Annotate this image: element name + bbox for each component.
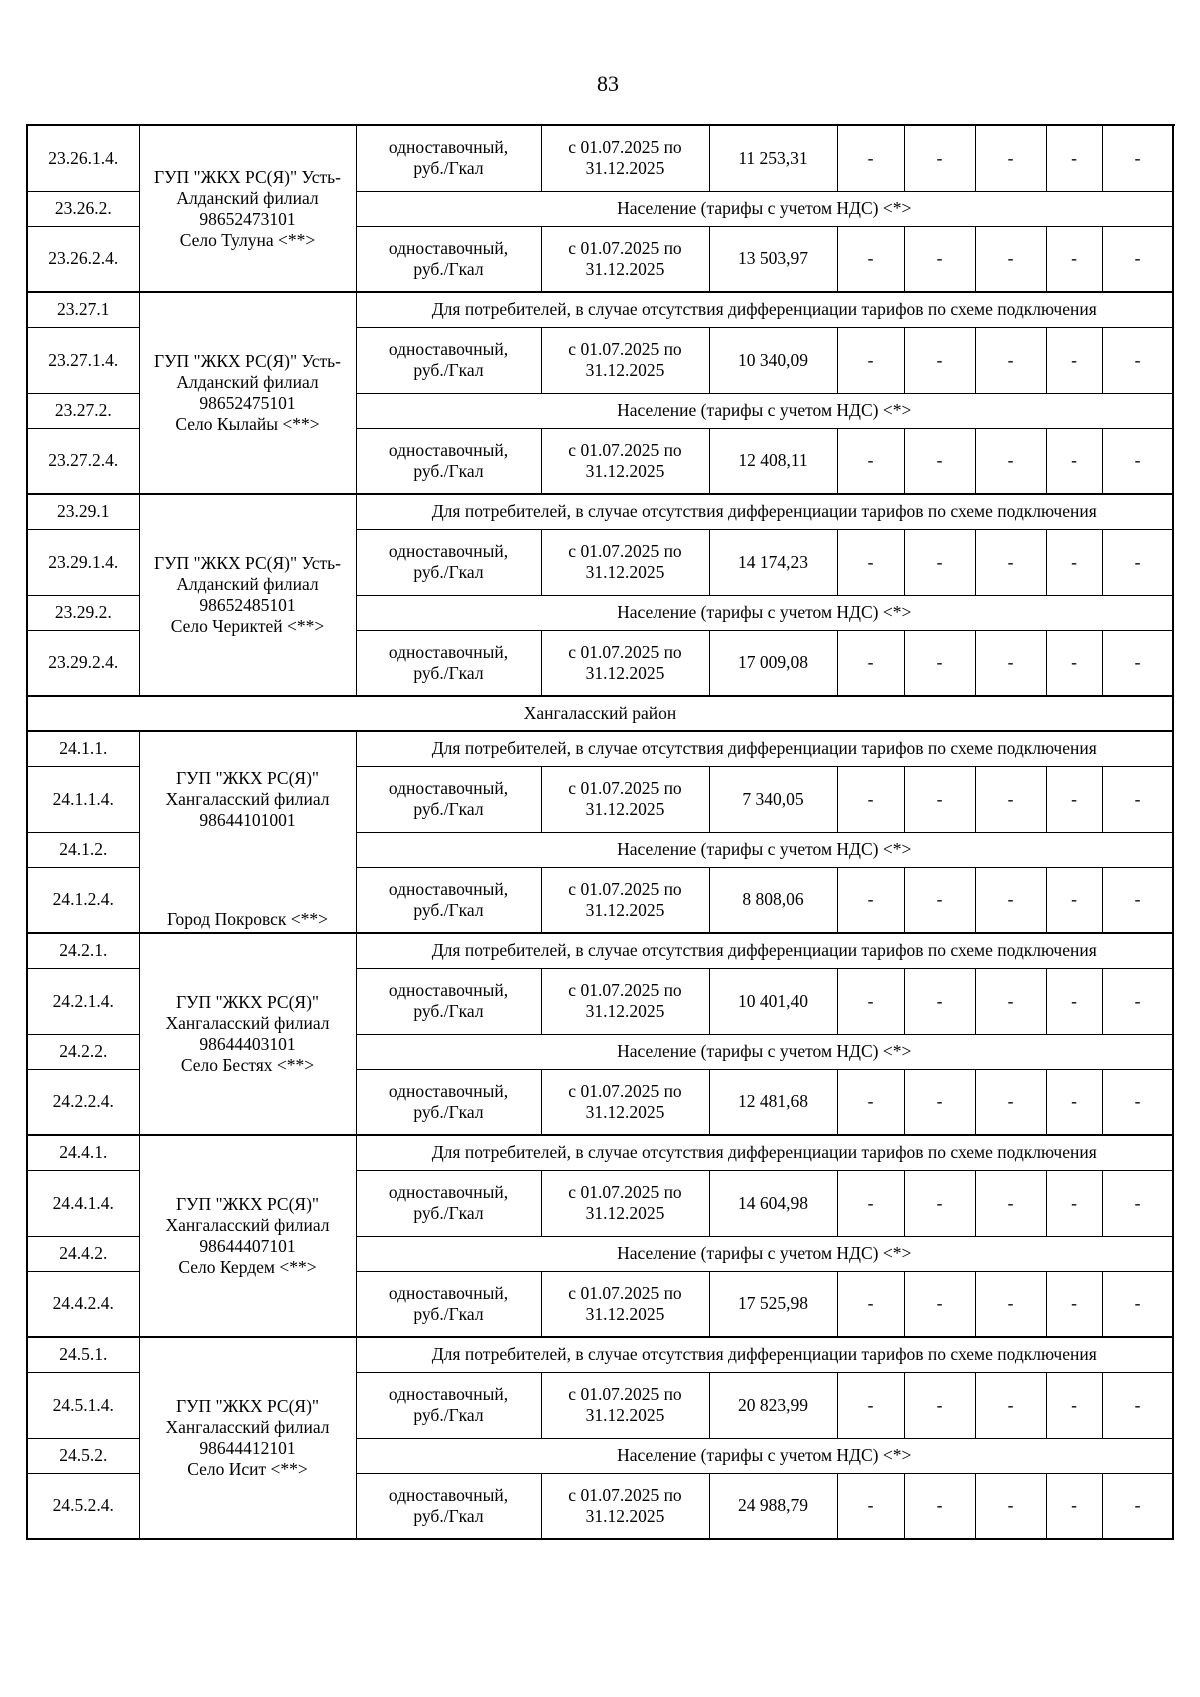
tariff-value: 12 481,68	[709, 1069, 837, 1135]
row-code: 23.27.1	[27, 292, 139, 327]
tariff-type-line: руб./Гкал	[413, 158, 484, 179]
empty-value-cell: -	[904, 1372, 975, 1438]
subheader-row	[27, 494, 1173, 529]
row-code: 23.27.2.4.	[27, 428, 139, 494]
empty-value-cell: -	[1102, 1271, 1173, 1337]
row-code: 24.1.1.4.	[27, 766, 139, 832]
period-line: 31.12.2025	[585, 1203, 665, 1223]
tariff-type-line: руб./Гкал	[413, 1101, 484, 1122]
tariff-value: 13 503,97	[709, 226, 837, 292]
empty-value-cell: -	[1046, 327, 1102, 393]
empty-value-cell: -	[904, 327, 975, 393]
subheader-row	[27, 292, 1173, 327]
empty-value-cell: -	[975, 766, 1046, 832]
empty-value-cell: -	[904, 766, 975, 832]
period-cell	[541, 630, 709, 696]
row-code: 24.4.1.4.	[27, 1170, 139, 1236]
period-line: с 01.07.2025 по	[568, 137, 682, 158]
period-cell	[541, 968, 709, 1034]
organization-line: Село Кердем <**>	[178, 1257, 317, 1277]
empty-value-cell: -	[975, 1271, 1046, 1337]
empty-value-cell: -	[975, 1372, 1046, 1438]
tariff-value: 14 174,23	[709, 529, 837, 595]
tariff-value: 14 604,98	[709, 1170, 837, 1236]
period-line: 31.12.2025	[585, 1405, 665, 1425]
organization-locality: Город Покровск <**>	[166, 909, 329, 929]
tariff-type-cell	[356, 529, 541, 595]
row-code: 24.4.2.4.	[27, 1271, 139, 1337]
empty-value-cell: -	[837, 766, 904, 832]
empty-value-cell: -	[837, 327, 904, 393]
empty-value-cell: -	[975, 1473, 1046, 1539]
period-line: с 01.07.2025 по	[568, 1080, 682, 1101]
tariff-value: 10 340,09	[709, 327, 837, 393]
row-code: 24.2.2.4.	[27, 1069, 139, 1135]
row-code: 24.5.1.	[27, 1337, 139, 1372]
empty-value-cell: -	[1046, 630, 1102, 696]
row-code: 24.1.2.4.	[27, 867, 139, 933]
subheader-note: Население (тарифы с учетом НДС) <*>	[356, 191, 1173, 226]
empty-value-cell: -	[1102, 1372, 1173, 1438]
empty-value-cell: -	[1102, 1069, 1173, 1135]
organization-cell	[139, 731, 356, 933]
period-line: с 01.07.2025 по	[568, 1384, 682, 1404]
organization-line: ГУП "ЖКХ РС(Я)"	[175, 1194, 320, 1214]
empty-value-cell: -	[904, 428, 975, 494]
empty-value-cell: -	[1046, 766, 1102, 832]
subheader-note: Население (тарифы с учетом НДС) <*>	[356, 1034, 1173, 1069]
region-title: Хангаласский район	[27, 696, 1173, 731]
empty-value-cell: -	[837, 1271, 904, 1337]
empty-value-cell: -	[837, 226, 904, 292]
tariff-type-line: руб./Гкал	[413, 460, 484, 481]
period-line: с 01.07.2025 по	[568, 778, 682, 798]
tariff-type-line: одноставочный,	[388, 1484, 509, 1505]
tariff-type-cell	[356, 1271, 541, 1337]
organization-line: Село Исит <**>	[187, 1459, 308, 1479]
empty-value-cell: -	[904, 226, 975, 292]
period-line: 31.12.2025	[585, 799, 665, 819]
row-code: 23.29.1	[27, 494, 139, 529]
subheader-row	[27, 933, 1173, 968]
row-code: 24.1.1.	[27, 731, 139, 766]
tariff-type-line: одноставочный,	[388, 339, 509, 359]
tariff-value: 12 408,11	[709, 428, 837, 494]
empty-value-cell: -	[904, 1069, 975, 1135]
empty-value-cell: -	[1046, 428, 1102, 494]
tariff-type-line: одноставочный,	[388, 1080, 509, 1101]
organization-cell	[139, 292, 356, 494]
tariff-table-body	[27, 125, 1173, 1539]
empty-value-cell: -	[975, 327, 1046, 393]
subheader-note: Население (тарифы с учетом НДС) <*>	[356, 1236, 1173, 1271]
organization-line: Село Кылайы <**>	[175, 414, 320, 434]
row-code: 24.4.1.	[27, 1135, 139, 1170]
period-cell	[541, 1271, 709, 1337]
empty-value-cell: -	[1046, 1372, 1102, 1438]
empty-value-cell: -	[904, 968, 975, 1034]
tariff-type-line: руб./Гкал	[413, 799, 484, 819]
tariff-type-line: одноставочный,	[388, 541, 509, 561]
tariff-value: 20 823,99	[709, 1372, 837, 1438]
organization-cell	[139, 494, 356, 696]
tariff-type-line: руб./Гкал	[413, 1203, 484, 1223]
period-line: 31.12.2025	[585, 1001, 665, 1021]
empty-value-cell: -	[904, 630, 975, 696]
empty-value-cell: -	[837, 1372, 904, 1438]
tariff-type-cell	[356, 766, 541, 832]
tariff-row	[27, 125, 1173, 191]
tariff-type-cell	[356, 1170, 541, 1236]
empty-value-cell: -	[1102, 867, 1173, 933]
period-line: 31.12.2025	[585, 1101, 665, 1122]
row-code: 23.29.2.	[27, 595, 139, 630]
period-line: с 01.07.2025 по	[568, 439, 682, 460]
tariff-type-line: одноставочный,	[388, 778, 509, 798]
tariff-type-line: одноставочный,	[388, 1282, 509, 1303]
organization-line: Хангаласский филиал	[165, 1417, 330, 1437]
tariff-type-line: одноставочный,	[388, 237, 509, 258]
subheader-note: Для потребителей, в случае отсутствия дифференциации тарифов по схеме подключения	[356, 1135, 1173, 1170]
empty-value-cell: -	[1046, 1271, 1102, 1337]
tariff-value: 8 808,06	[709, 867, 837, 933]
period-line: 31.12.2025	[585, 1303, 665, 1324]
empty-value-cell: -	[1102, 630, 1173, 696]
period-cell	[541, 766, 709, 832]
row-code: 23.27.2.	[27, 393, 139, 428]
organization-line: 98644101001	[199, 810, 296, 830]
organization-line: ГУП "ЖКХ РС(Я)" Усть-	[153, 166, 341, 187]
row-code: 24.2.1.	[27, 933, 139, 968]
empty-value-cell: -	[837, 1170, 904, 1236]
empty-value-cell: -	[837, 968, 904, 1034]
empty-value-cell: -	[837, 630, 904, 696]
tariff-type-line: руб./Гкал	[413, 562, 484, 582]
row-code: 23.27.1.4.	[27, 327, 139, 393]
period-line: с 01.07.2025 по	[568, 1182, 682, 1202]
tariff-type-line: руб./Гкал	[413, 899, 484, 920]
organization-line: Хангаласский филиал	[165, 789, 330, 809]
organization-line: 98652485101	[199, 595, 296, 615]
organization-line: Село Бестях <**>	[180, 1055, 315, 1075]
empty-value-cell: -	[975, 630, 1046, 696]
tariff-value: 10 401,40	[709, 968, 837, 1034]
period-line: 31.12.2025	[585, 562, 665, 582]
period-line: с 01.07.2025 по	[568, 980, 682, 1000]
subheader-row	[27, 731, 1173, 766]
period-line: с 01.07.2025 по	[568, 339, 682, 359]
row-code: 24.2.2.	[27, 1034, 139, 1069]
tariff-type-cell	[356, 428, 541, 494]
organization-line: 98644412101	[199, 1438, 296, 1458]
period-line: с 01.07.2025 по	[568, 1282, 682, 1303]
period-line: 31.12.2025	[585, 258, 665, 279]
period-cell	[541, 428, 709, 494]
row-code: 23.26.1.4.	[27, 125, 139, 191]
empty-value-cell: -	[837, 529, 904, 595]
tariff-type-cell	[356, 226, 541, 292]
tariff-type-cell	[356, 968, 541, 1034]
empty-value-cell: -	[1046, 1069, 1102, 1135]
empty-value-cell: -	[1102, 428, 1173, 494]
tariff-type-line: одноставочный,	[388, 641, 509, 662]
empty-value-cell: -	[975, 867, 1046, 933]
organization-line: Село Чериктей <**>	[170, 616, 325, 636]
organization-line: ГУП "ЖКХ РС(Я)"	[175, 992, 320, 1012]
period-line: 31.12.2025	[585, 460, 665, 481]
organization-line: Село Тулуна <**>	[179, 229, 316, 250]
subheader-note: Для потребителей, в случае отсутствия дифференциации тарифов по схеме подключения	[356, 1337, 1173, 1372]
subheader-note: Для потребителей, в случае отсутствия дифференциации тарифов по схеме подключения	[356, 292, 1173, 327]
period-cell	[541, 1473, 709, 1539]
period-line: с 01.07.2025 по	[568, 878, 682, 899]
organization-line: ГУП "ЖКХ РС(Я)"	[175, 768, 320, 788]
row-code: 24.2.1.4.	[27, 968, 139, 1034]
empty-value-cell: -	[904, 1271, 975, 1337]
organization-line: Алданский филиал	[176, 574, 319, 594]
row-code: 23.29.1.4.	[27, 529, 139, 595]
empty-value-cell: -	[1102, 766, 1173, 832]
tariff-type-line: одноставочный,	[388, 1182, 509, 1202]
empty-value-cell: -	[1102, 125, 1173, 191]
tariff-type-line: руб./Гкал	[413, 1505, 484, 1526]
organization-line: Хангаласский филиал	[165, 1013, 330, 1033]
empty-value-cell: -	[975, 428, 1046, 494]
empty-value-cell: -	[975, 1170, 1046, 1236]
organization-line: ГУП "ЖКХ РС(Я)"	[175, 1396, 320, 1416]
empty-value-cell: -	[837, 1473, 904, 1539]
empty-value-cell: -	[975, 125, 1046, 191]
empty-value-cell: -	[1102, 327, 1173, 393]
empty-value-cell: -	[1046, 226, 1102, 292]
tariff-value: 7 340,05	[709, 766, 837, 832]
row-code: 23.29.2.4.	[27, 630, 139, 696]
period-line: 31.12.2025	[585, 1505, 665, 1526]
tariff-type-line: руб./Гкал	[413, 662, 484, 683]
tariff-type-line: руб./Гкал	[413, 258, 484, 279]
row-code: 23.26.2.	[27, 191, 139, 226]
subheader-row	[27, 1135, 1173, 1170]
page-number: 83	[597, 71, 619, 96]
empty-value-cell: -	[904, 125, 975, 191]
subheader-note: Население (тарифы с учетом НДС) <*>	[356, 393, 1173, 428]
tariff-value: 17 009,08	[709, 630, 837, 696]
period-line: с 01.07.2025 по	[568, 1484, 682, 1505]
empty-value-cell: -	[1046, 968, 1102, 1034]
subheader-row	[27, 1337, 1173, 1372]
period-line: 31.12.2025	[585, 158, 665, 179]
empty-value-cell: -	[1102, 1170, 1173, 1236]
tariff-type-cell	[356, 1473, 541, 1539]
tariff-value: 11 253,31	[709, 125, 837, 191]
empty-value-cell: -	[837, 867, 904, 933]
empty-value-cell: -	[1102, 529, 1173, 595]
empty-value-cell: -	[975, 1069, 1046, 1135]
tariff-type-cell	[356, 867, 541, 933]
tariff-type-line: одноставочный,	[388, 878, 509, 899]
tariff-table	[26, 124, 1174, 1540]
organization-cell	[139, 125, 356, 292]
period-cell	[541, 867, 709, 933]
subheader-note: Для потребителей, в случае отсутствия дифференциации тарифов по схеме подключения	[356, 494, 1173, 529]
empty-value-cell: -	[904, 1473, 975, 1539]
tariff-type-cell	[356, 630, 541, 696]
empty-value-cell: -	[904, 529, 975, 595]
tariff-type-cell	[356, 1069, 541, 1135]
row-code: 24.1.2.	[27, 832, 139, 867]
empty-value-cell: -	[975, 529, 1046, 595]
tariff-type-line: руб./Гкал	[413, 1303, 484, 1324]
row-code: 24.5.2.4.	[27, 1473, 139, 1539]
empty-value-cell: -	[1102, 968, 1173, 1034]
subheader-note: Для потребителей, в случае отсутствия дифференциации тарифов по схеме подключения	[356, 731, 1173, 766]
organization-line: Алданский филиал	[176, 372, 319, 392]
period-cell	[541, 1069, 709, 1135]
tariff-type-line: руб./Гкал	[413, 1405, 484, 1425]
empty-value-cell: -	[1046, 529, 1102, 595]
tariff-type-line: одноставочный,	[388, 137, 509, 158]
period-line: 31.12.2025	[585, 360, 665, 380]
empty-value-cell: -	[975, 226, 1046, 292]
period-line: с 01.07.2025 по	[568, 237, 682, 258]
period-cell	[541, 1170, 709, 1236]
organization-line: 98644403101	[199, 1034, 296, 1054]
period-cell	[541, 226, 709, 292]
period-cell	[541, 529, 709, 595]
row-code: 24.4.2.	[27, 1236, 139, 1271]
organization-line: 98652475101	[199, 393, 296, 413]
tariff-type-line: одноставочный,	[388, 439, 509, 460]
tariff-type-line: руб./Гкал	[413, 1001, 484, 1021]
tariff-type-cell	[356, 1372, 541, 1438]
tariff-type-line: одноставочный,	[388, 1384, 509, 1404]
empty-value-cell: -	[1046, 1170, 1102, 1236]
organization-line: Алданский филиал	[176, 187, 319, 208]
tariff-value: 17 525,98	[709, 1271, 837, 1337]
subheader-note: Население (тарифы с учетом НДС) <*>	[356, 595, 1173, 630]
tariff-value: 24 988,79	[709, 1473, 837, 1539]
period-line: 31.12.2025	[585, 662, 665, 683]
empty-value-cell: -	[1046, 867, 1102, 933]
empty-value-cell: -	[837, 1069, 904, 1135]
row-code: 24.5.1.4.	[27, 1372, 139, 1438]
tariff-type-line: руб./Гкал	[413, 360, 484, 380]
period-cell	[541, 125, 709, 191]
empty-value-cell: -	[1102, 226, 1173, 292]
tariff-type-line: одноставочный,	[388, 980, 509, 1000]
region-row	[27, 696, 1173, 731]
period-cell	[541, 1372, 709, 1438]
empty-value-cell: -	[837, 428, 904, 494]
period-cell	[541, 327, 709, 393]
subheader-note: Население (тарифы с учетом НДС) <*>	[356, 1438, 1173, 1473]
empty-value-cell: -	[904, 1170, 975, 1236]
empty-value-cell: -	[1102, 1473, 1173, 1539]
organization-cell	[139, 1337, 356, 1539]
empty-value-cell: -	[904, 867, 975, 933]
organization-line: ГУП "ЖКХ РС(Я)" Усть-	[153, 553, 341, 573]
organization-cell	[139, 933, 356, 1135]
subheader-note: Для потребителей, в случае отсутствия дифференциации тарифов по схеме подключения	[356, 933, 1173, 968]
period-line: 31.12.2025	[585, 899, 665, 920]
subheader-note: Население (тарифы с учетом НДС) <*>	[356, 832, 1173, 867]
period-line: с 01.07.2025 по	[568, 541, 682, 561]
empty-value-cell: -	[837, 125, 904, 191]
organization-line: 98644407101	[199, 1236, 296, 1256]
tariff-type-cell	[356, 327, 541, 393]
organization-cell	[139, 1135, 356, 1337]
organization-line: Хангаласский филиал	[165, 1215, 330, 1235]
organization-line: ГУП "ЖКХ РС(Я)" Усть-	[153, 351, 341, 371]
empty-value-cell: -	[975, 968, 1046, 1034]
row-code: 23.26.2.4.	[27, 226, 139, 292]
period-line: с 01.07.2025 по	[568, 641, 682, 662]
row-code: 24.5.2.	[27, 1438, 139, 1473]
organization-line: 98652473101	[199, 208, 296, 229]
empty-value-cell: -	[1046, 1473, 1102, 1539]
empty-value-cell: -	[1046, 125, 1102, 191]
tariff-type-cell	[356, 125, 541, 191]
